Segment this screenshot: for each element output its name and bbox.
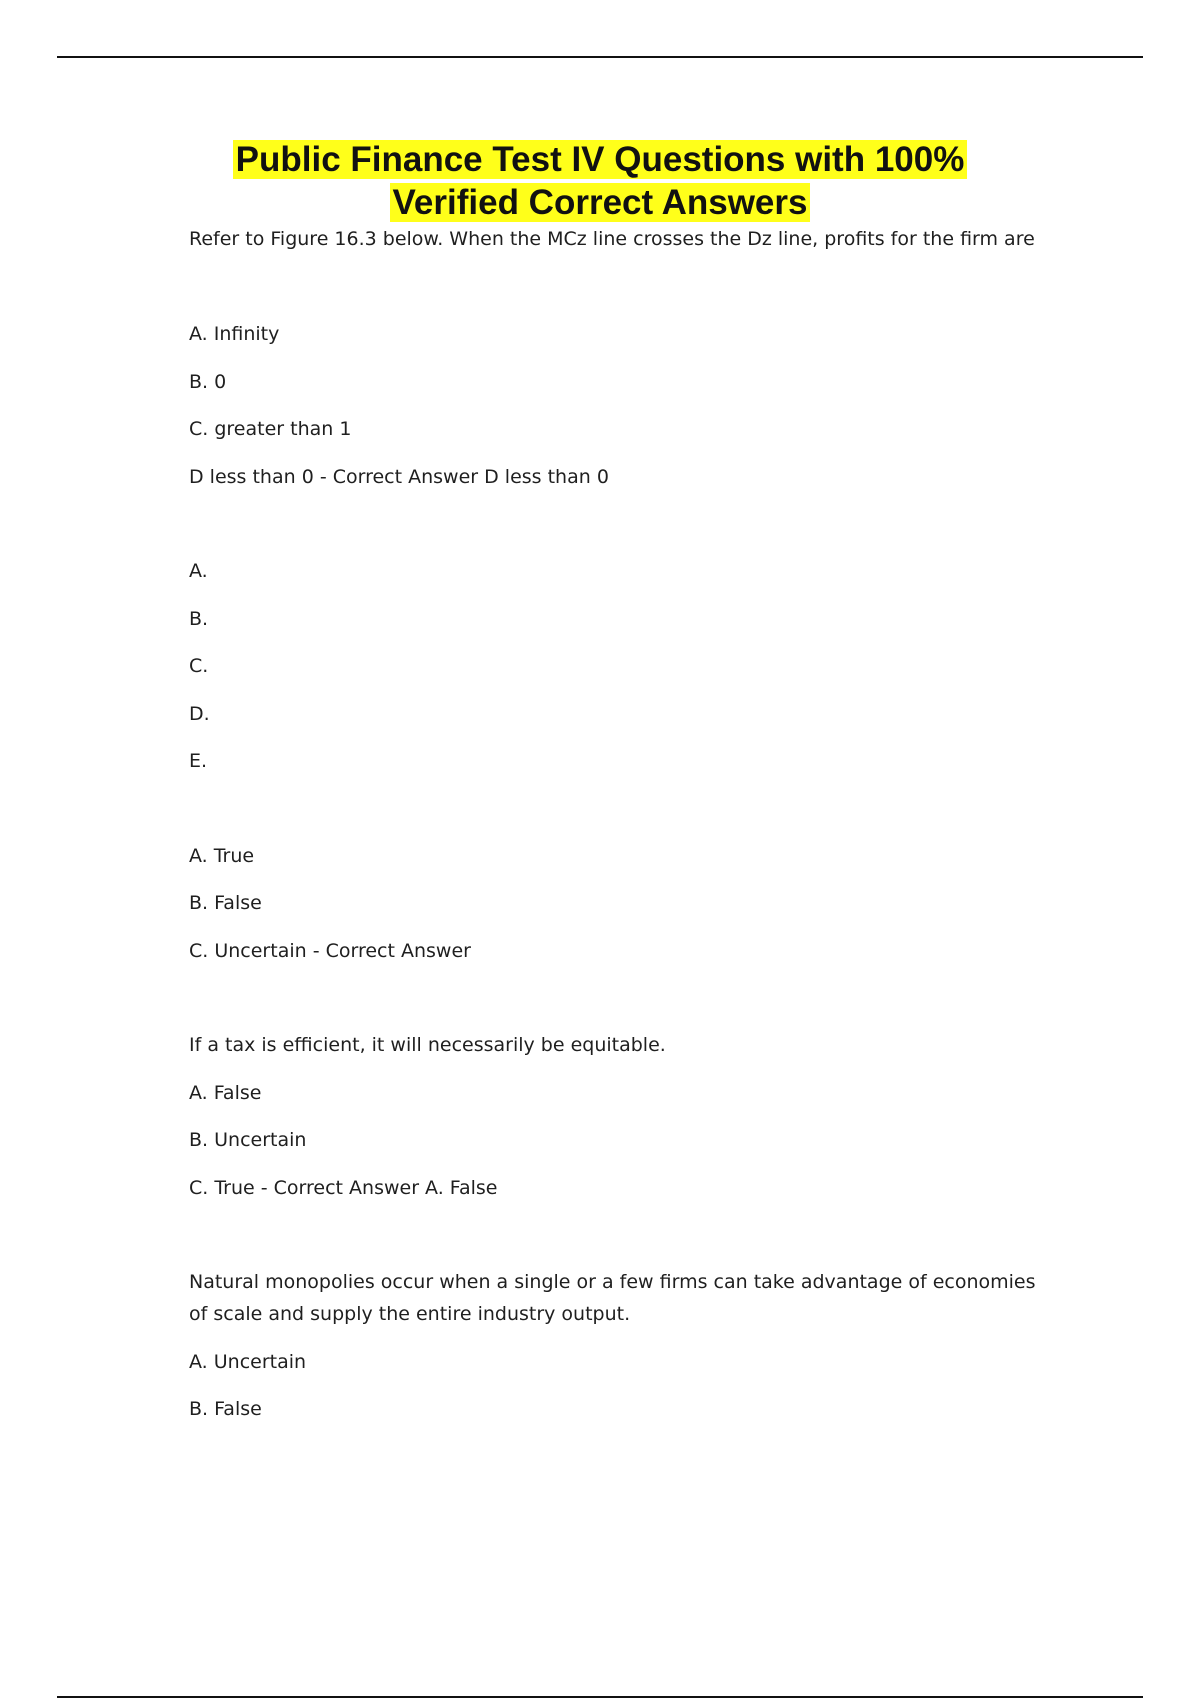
question-1-option-d-answer: D less than 0 - Correct Answer D less than 0 <box>189 466 609 488</box>
page-top-rule <box>57 56 1143 58</box>
question-2-option-d: D. <box>189 703 210 725</box>
question-5-option-a: A. Uncertain <box>189 1351 307 1373</box>
question-4-prompt: If a tax is efficient, it will necessarily be equitable. <box>189 1034 666 1056</box>
question-1-option-c: C. greater than 1 <box>189 418 352 440</box>
question-2-option-c: C. <box>189 655 209 677</box>
question-2-option-e: E. <box>189 750 208 772</box>
question-5-prompt: Natural monopolies occur when a single or a few firms can take advantage of economies of scale and supply the entire industry output. <box>189 1271 1036 1325</box>
question-3-option-c-answer: C. Uncertain - Correct Answer <box>189 940 471 962</box>
question-2-option-b: B. <box>189 608 209 630</box>
question-3-option-a: A. True <box>189 845 255 867</box>
question-4-option-b: B. Uncertain <box>189 1129 307 1151</box>
question-1-option-a: A. Infinity <box>189 323 280 345</box>
document-title <box>0 138 1200 224</box>
page-bottom-rule <box>57 1696 1143 1698</box>
question-1-option-b: B. 0 <box>189 371 227 393</box>
question-4-option-a: A. False <box>189 1082 262 1104</box>
question-4-option-c-answer: C. True - Correct Answer A. False <box>189 1177 498 1199</box>
question-5-option-b: B. False <box>189 1398 262 1420</box>
question-1-prompt: Refer to Figure 16.3 below. When the MCz line crosses the Dz line, profits for the firm are <box>189 228 1035 250</box>
title-line-2: Verified Correct Answers <box>390 183 811 222</box>
title-line-1: Public Finance Test IV Questions with 100% <box>233 140 968 179</box>
question-2-option-a: A. <box>189 560 208 582</box>
question-3-option-b: B. False <box>189 892 262 914</box>
